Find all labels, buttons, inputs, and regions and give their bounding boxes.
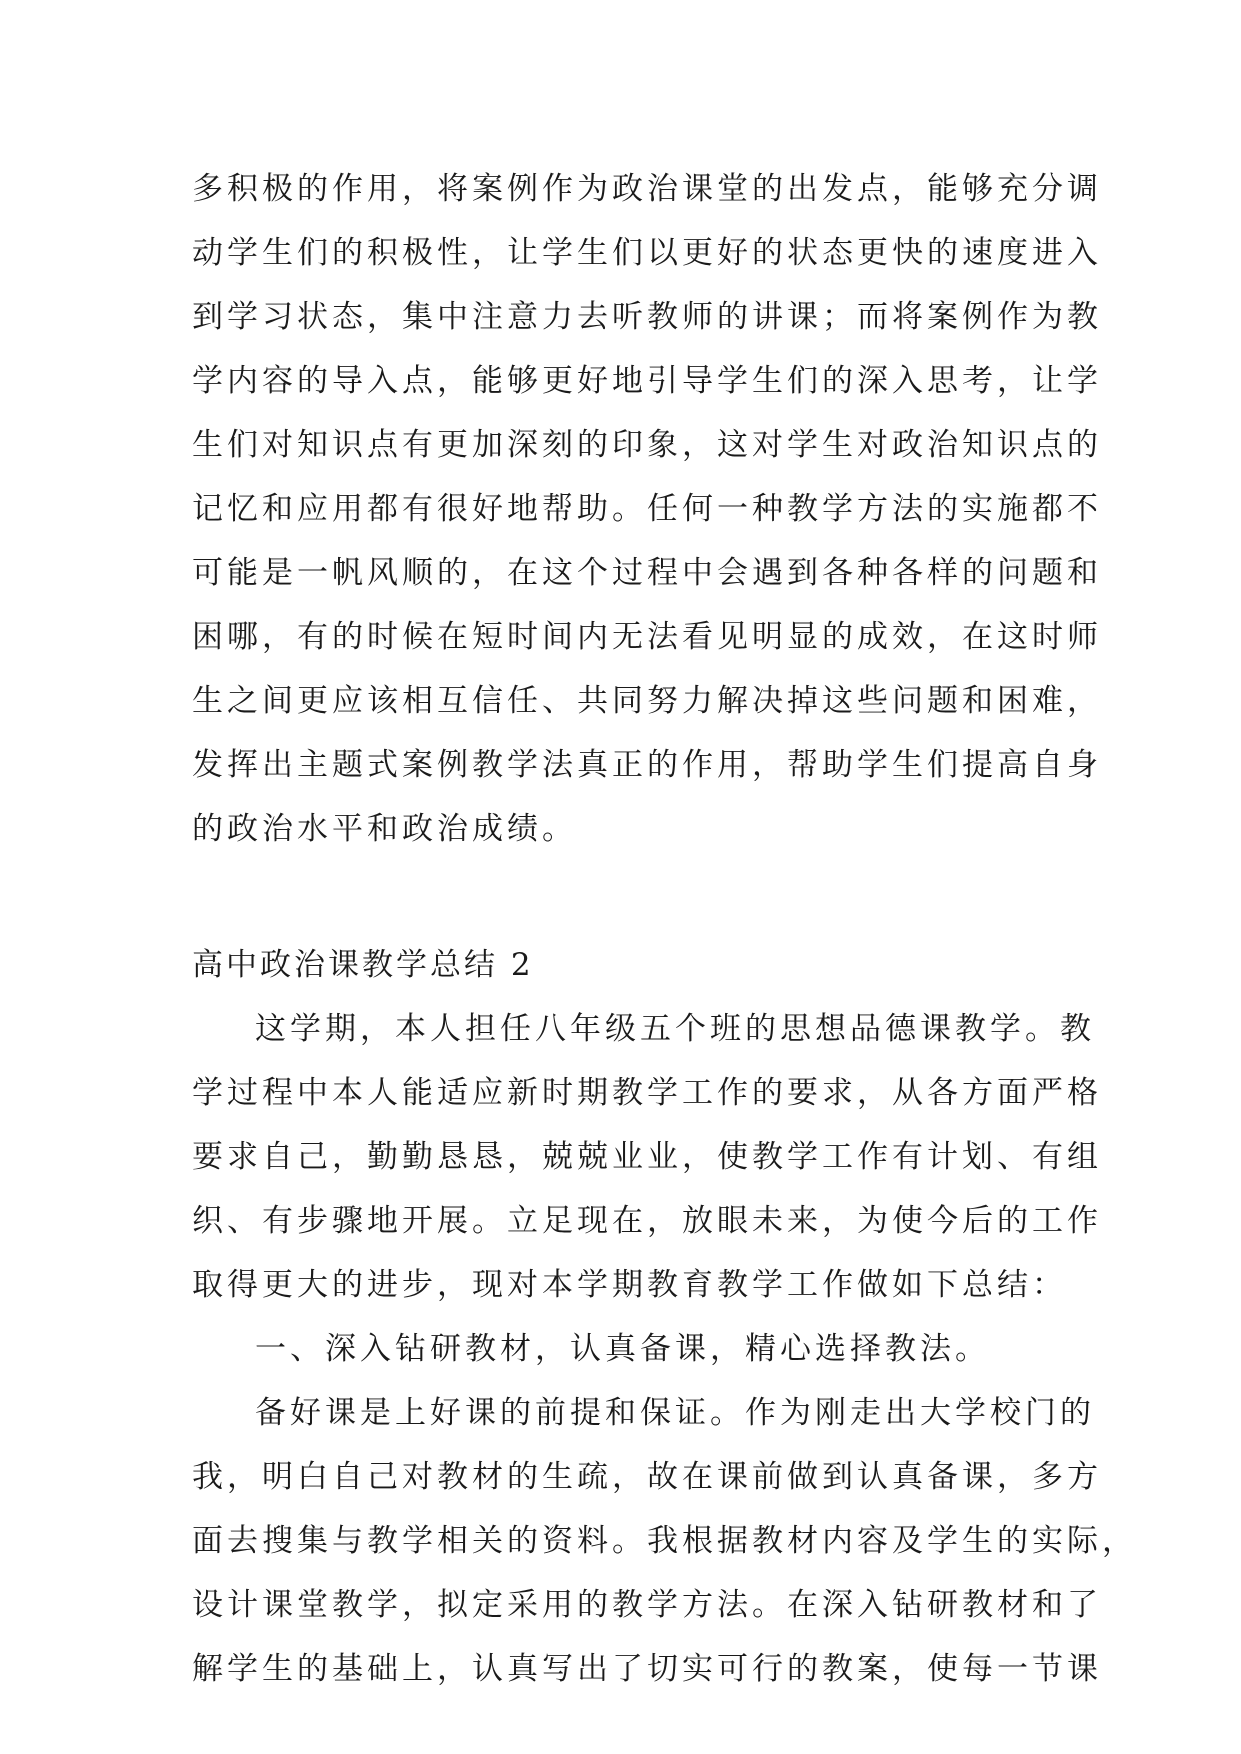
text-line: 要求自己，勤勤恳恳，兢兢业业，使教学工作有计划、有组: [192, 1139, 1102, 1175]
paragraph-intro: [192, 997, 1102, 1317]
text-line: 困哪，有的时候在短时间内无法看见明显的成效，在这时师: [192, 619, 1102, 655]
text-line: 我，明白自己对教材的生疏，故在课前做到认真备课，多方: [192, 1459, 1102, 1495]
text-line: 学过程中本人能适应新时期教学工作的要求，从各方面严格: [192, 1075, 1102, 1111]
text-line: 可能是一帆风顺的，在这个过程中会遇到各种各样的问题和: [192, 555, 1102, 591]
paragraph-case-teaching: [192, 157, 1102, 861]
text-line: 面去搜集与教学相关的资料。我根据教材内容及学生的实际，: [192, 1523, 1137, 1559]
text-line: 这学期，本人担任八年级五个班的思想品德课教学。教: [255, 1011, 1095, 1047]
text-line: 设计课堂教学，拟定采用的教学方法。在深入钻研教材和了: [192, 1587, 1102, 1623]
paragraph-lesson-prep: [192, 1381, 1137, 1701]
text-line: 取得更大的进步，现对本学期教育教学工作做如下总结：: [192, 1267, 1067, 1303]
document-page: [192, 157, 1137, 1701]
subsection-heading: 一、深入钻研教材，认真备课，精心选择教法。: [255, 1331, 990, 1367]
text-line: 备好课是上好课的前提和保证。作为刚走出大学校门的: [255, 1395, 1095, 1431]
text-line: 发挥出主题式案例教学法真正的作用，帮助学生们提高自身: [192, 747, 1102, 783]
text-line: 生们对知识点有更加深刻的印象，这对学生对政治知识点的: [192, 427, 1102, 463]
text-line: 织、有步骤地开展。立足现在，放眼未来，为使今后的工作: [192, 1203, 1102, 1239]
text-line: 动学生们的积极性，让学生们以更好的状态更快的速度进入: [192, 235, 1102, 271]
text-line: 生之间更应该相互信任、共同努力解决掉这些问题和困难，: [192, 683, 1102, 719]
text-line: 记忆和应用都有很好地帮助。任何一种教学方法的实施都不: [192, 491, 1102, 527]
text-line: 多积极的作用，将案例作为政治课堂的出发点，能够充分调: [192, 171, 1102, 207]
text-line: 到学习状态，集中注意力去听教师的讲课；而将案例作为教: [192, 299, 1102, 335]
text-line: 学内容的导入点，能够更好地引导学生们的深入思考，让学: [192, 363, 1102, 399]
section-heading: 高中政治课教学总结 2: [192, 947, 534, 983]
text-line: 的政治水平和政治成绩。: [192, 811, 577, 847]
paragraph-spacer: [192, 861, 1060, 933]
text-line: 解学生的基础上，认真写出了切实可行的教案，使每一节课: [192, 1651, 1102, 1687]
